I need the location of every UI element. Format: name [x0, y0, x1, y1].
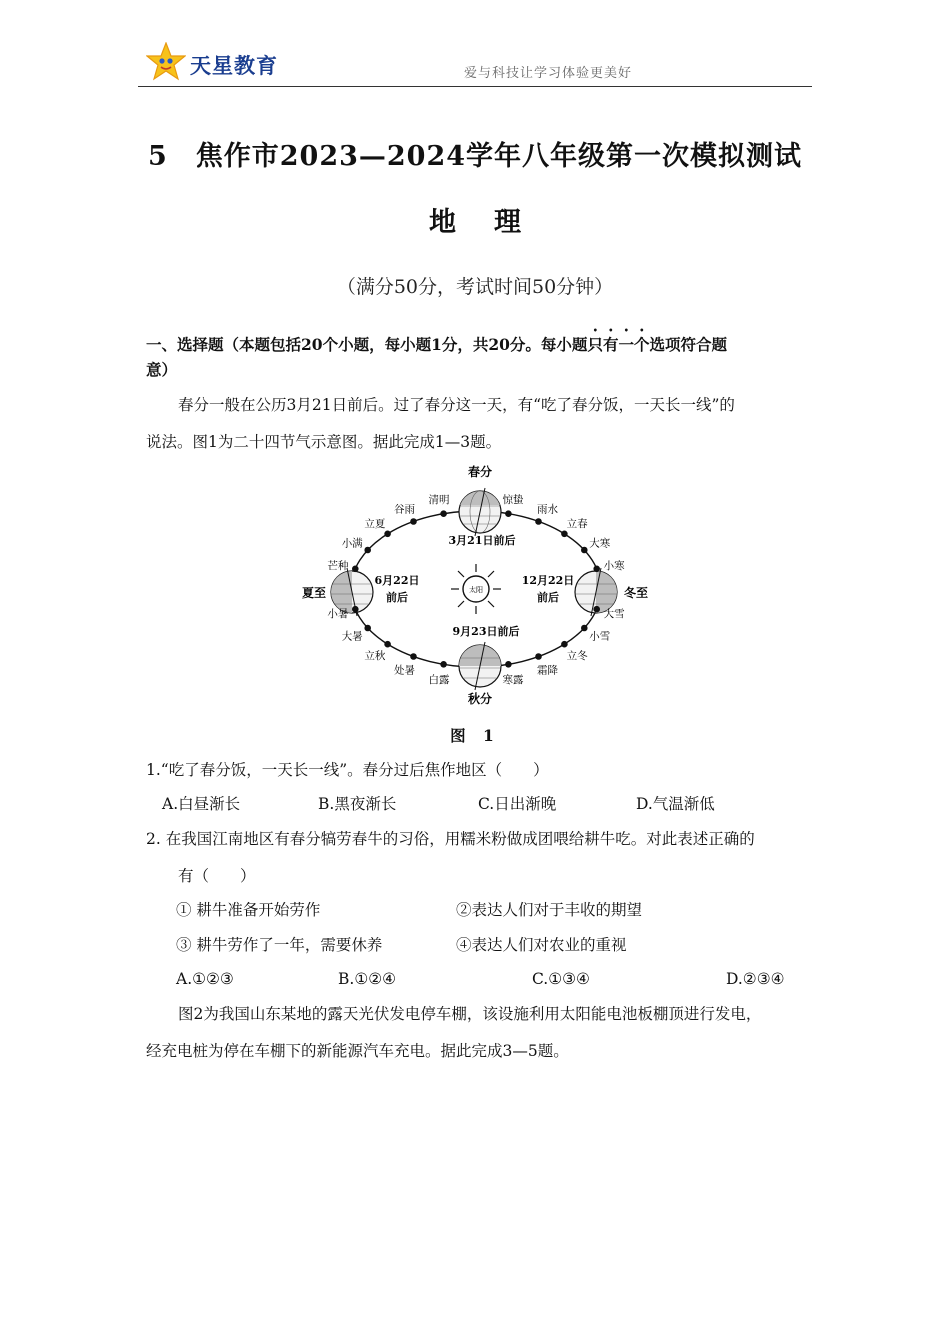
solar-term-label: 立冬 — [566, 649, 588, 662]
q1-option-b: B.黑夜渐长 — [318, 795, 397, 813]
q2-item-4: ④表达人们对农业的重视 — [456, 936, 627, 954]
solar-term-label: 大雪 — [603, 608, 625, 621]
section-heading-part2: 选项符合题 — [649, 335, 727, 354]
solar-term-dot — [535, 653, 542, 660]
q1-stem: 1.“吃了春分饭，一天长一线”。春分过后焦作地区（ ） — [146, 761, 549, 779]
sun-label: 太阳 — [469, 586, 483, 594]
solar-term-dot — [364, 625, 371, 632]
solar-term-label: 清明 — [428, 494, 450, 507]
solar-term-dot — [561, 531, 568, 538]
q2-option-c: C.①③④ — [532, 970, 590, 988]
solar-term-dot — [440, 661, 447, 668]
solar-term-label: 雨水 — [537, 503, 558, 516]
solar-term-label: 处暑 — [394, 664, 415, 677]
winter-solstice-date-2: 前后 — [537, 591, 559, 604]
solar-term-label: 小寒 — [603, 559, 625, 572]
star-logo-icon — [146, 42, 186, 82]
solar-term-dot — [352, 566, 359, 573]
subject-title: 地理 — [429, 207, 559, 238]
q2-option-d: D.②③④ — [726, 970, 785, 988]
solar-term-dot — [410, 653, 417, 660]
earth-autumn — [459, 642, 501, 690]
section-heading-emphasis: 只有一个 — [587, 335, 650, 354]
solar-term-dot — [581, 625, 588, 632]
q2-item-3: ③ 耕牛劳作了一年，需要休养 — [176, 936, 383, 954]
summer-solstice-date-1: 6月22日 — [374, 574, 420, 587]
solar-term-label: 大暑 — [341, 630, 363, 643]
solar-term-label: 霜降 — [537, 664, 558, 677]
solar-term-label: 立春 — [566, 518, 588, 531]
intro1-line2: 说法。图1为二十四节气示意图。据此完成1—3题。 — [146, 433, 502, 451]
header-slogan: 爱与科技让学习体验更美好 — [463, 66, 632, 81]
q1-option-c: C.日出渐晚 — [478, 795, 557, 813]
solar-term-label: 小满 — [341, 537, 363, 550]
logo-text: 天星教育 — [190, 54, 278, 78]
section-heading — [146, 325, 727, 355]
intro2-line2: 经充电桩为停在车棚下的新能源汽车充电。据此完成3—5题。 — [146, 1042, 569, 1060]
solar-term-dot — [440, 510, 447, 517]
figure-caption: 图 1 — [450, 726, 500, 745]
solar-term-label: 小暑 — [327, 608, 349, 621]
solar-term-dot — [561, 641, 568, 648]
q2-stem-line1: 2. 在我国江南地区有春分犒劳春牛的习俗，用糯米粉做成团喂给耕牛吃。对此表述正确的 — [146, 830, 755, 848]
solar-term-dot — [581, 547, 588, 554]
solar-term-label: 白露 — [428, 673, 450, 686]
solar-term-label: 谷雨 — [394, 503, 415, 516]
q1-option-a: A.白昼渐长 — [162, 795, 241, 813]
solar-terms-diagram — [290, 458, 660, 710]
solar-term-dot — [352, 606, 359, 613]
q2-item-2: ②表达人们对于丰收的期望 — [456, 901, 643, 919]
score-note: （满分50分，考试时间50分钟） — [336, 276, 614, 298]
solar-term-label: 立夏 — [364, 518, 386, 531]
exam-title: 5 焦作市2023—2024学年八年级第一次模拟测试 — [147, 141, 803, 172]
solar-term-dot — [505, 510, 512, 517]
solar-term-dot — [593, 606, 600, 613]
section-heading-line2: 意） — [146, 360, 178, 379]
summer-solstice-label: 夏至 — [301, 586, 327, 600]
solar-term-dot — [505, 661, 512, 668]
winter-solstice-date-1: 12月22日 — [521, 574, 575, 587]
spring-equinox-date: 3月21日前后 — [448, 534, 516, 547]
intro2-line1: 图2为我国山东某地的露天光伏发电停车棚，该设施利用太阳能电池板棚顶进行发电， — [178, 1005, 762, 1023]
solar-term-label: 大寒 — [589, 537, 611, 550]
solar-term-dot — [364, 547, 371, 554]
autumn-equinox-date: 9月23日前后 — [452, 625, 520, 638]
q1-option-d: D.气温渐低 — [636, 795, 715, 813]
summer-solstice-date-2: 前后 — [386, 591, 408, 604]
solar-term-dot — [410, 518, 417, 525]
q2-item-1: ① 耕牛准备开始劳作 — [176, 901, 321, 919]
solar-term-label: 惊蛰 — [502, 494, 524, 507]
intro1-line1: 春分一般在公历3月21日前后。过了春分这一天，有“吃了春分饭，一天长一线”的 — [178, 396, 735, 414]
page-header — [138, 40, 812, 87]
autumn-equinox-label: 秋分 — [467, 692, 493, 706]
solar-term-label: 芒种 — [327, 559, 349, 572]
solar-term-label: 立秋 — [364, 649, 386, 662]
solar-term-dot — [593, 566, 600, 573]
q2-stem-line2: 有（ ） — [178, 867, 256, 885]
sun — [451, 564, 501, 614]
solar-term-label: 小雪 — [589, 630, 611, 643]
solar-term-label: 寒露 — [502, 673, 524, 686]
solar-term-dot — [384, 531, 391, 538]
spring-equinox-label: 春分 — [467, 465, 493, 479]
winter-solstice-label: 冬至 — [623, 586, 649, 600]
solar-term-dot — [535, 518, 542, 525]
section-heading-part1: 一、选择题（本题包括20个小题，每小题1分，共20分。每小题 — [146, 335, 588, 354]
earth-spring — [459, 488, 501, 536]
q2-option-b: B.①②④ — [338, 970, 397, 988]
solar-term-dot — [384, 641, 391, 648]
q2-option-a: A.①②③ — [176, 970, 234, 988]
